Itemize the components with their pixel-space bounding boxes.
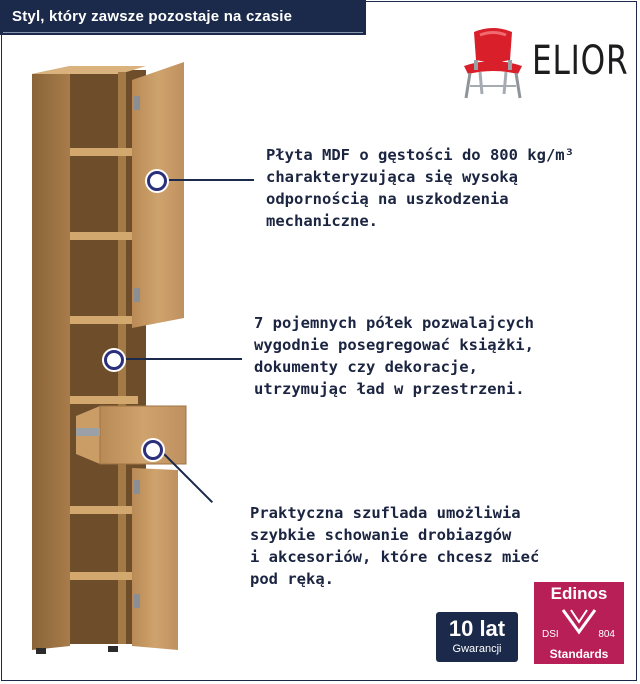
callout-3-text: Praktyczna szuflada umożliwia szybkie schowanie drobiazgów i akcesoriów, które chcesz mieć pod ręką. [250, 504, 540, 588]
callout-2-leader [120, 358, 242, 360]
check-mark-icon [559, 606, 599, 636]
callout-2-marker [104, 350, 124, 370]
edinos-standards: Standards [549, 647, 609, 661]
callout-1-text: Płyta MDF o gęstości do 800 kg/m³ charakteryzująca się wysoką odpornością na uszkodzenia mechaniczne. [266, 146, 574, 230]
warranty-label: Gwarancji [452, 643, 502, 655]
warranty-badge [436, 612, 518, 662]
chair-icon [460, 26, 526, 100]
brand-logo [460, 26, 629, 100]
callout-1-leader [162, 179, 254, 181]
page-title: Styl, który zawsze pozostaje na czasie [0, 0, 366, 35]
callout-3-marker [143, 440, 163, 460]
warranty-years: 10 lat [448, 616, 506, 641]
callout-1-marker [147, 171, 167, 191]
edinos-title: Edinos [550, 584, 608, 603]
callout-2-text: 7 pojemnych półek pozwalajcych wygodnie posegregować książki, dokumenty czy dekoracje, utrzymując ład w przestrzeni. [254, 314, 534, 398]
brand-name: ELIOR [532, 38, 629, 84]
edinos-dsi: DSI [542, 629, 559, 640]
edinos-badge [534, 582, 624, 664]
edinos-code: 804 [598, 629, 615, 640]
